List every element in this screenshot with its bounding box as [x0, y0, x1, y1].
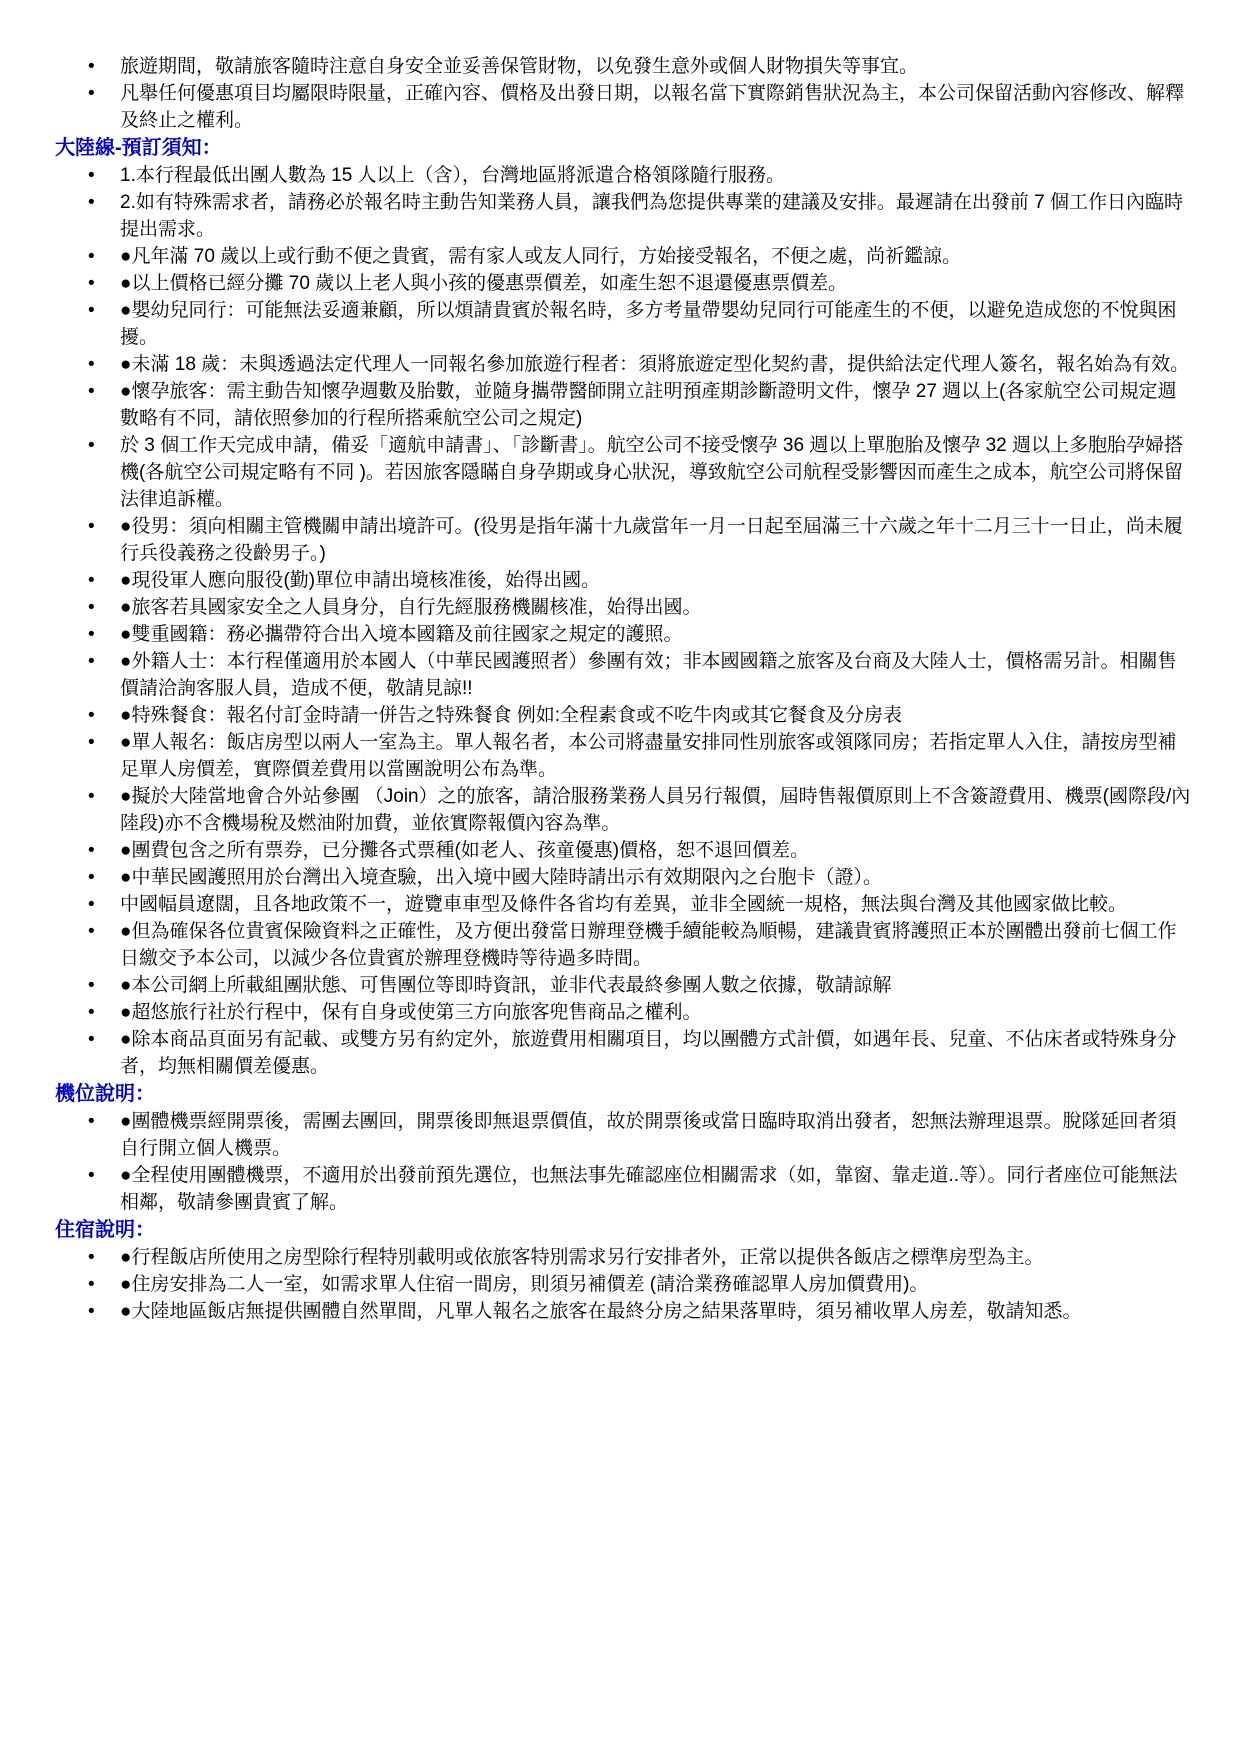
notice-list-item: • ●懷孕旅客：需主動告知懷孕週數及胎數，並隨身攜帶醫師開立註明預產期診斷證明文件，懷孕 27 週以上(各家航空公司規定週數略有不同，請依照參加的行程所搭乘航空公司之規定) [55, 378, 1193, 432]
section-header-flight-seat-info: 機位說明： [55, 1083, 155, 1105]
notice-list-item: • 2.如有特殊需求者，請務必於報名時主動告知業務人員，讓我們為您提供專業的建議及安排。最遲請在出發前 7 個工作日內臨時提出需求。 [55, 189, 1193, 243]
notice-list-item: • ●凡年滿 70 歲以上或行動不便之貴賓，需有家人或友人同行，方始接受報名，不便之處，尚祈鑑諒。 [55, 243, 1193, 270]
notice-list-item: • ●團體機票經開票後，需團去團回，開票後即無退票價值，故於開票後或當日臨時取消出發者，恕無法辦理退票。脫隊延回者須自行開立個人機票。 [55, 1108, 1193, 1162]
notice-list-item: • ●擬於大陸當地會合外站參團 （Join）之的旅客，請洽服務業務人員另行報價，屆時售報價原則上不含簽證費用、機票(國際段/內陸段)亦不含機場稅及燃油附加費，並依實際報價內容為準。 [55, 783, 1193, 837]
notice-list-item: • ●大陸地區飯店無提供團體自然單間，凡單人報名之旅客在最終分房之結果落單時，須另補收單人房差，敬請知悉。 [55, 1298, 1193, 1325]
notice-list-item: • ●現役軍人應向服役(勤)單位申請出境核准後，始得出國。 [55, 567, 1193, 594]
notice-list-item: • ●團費包含之所有票券，已分攤各式票種(如老人、孩童優惠)價格，恕不退回價差。 [55, 837, 1193, 864]
section-header-accommodation-info: 住宿說明： [55, 1219, 155, 1241]
notice-list-item: • ●全程使用團體機票，不適用於出發前預先選位，也無法事先確認座位相關需求（如，靠窗、靠走道..等）。同行者座位可能無法相鄰，敬請參團貴賓了解。 [55, 1162, 1193, 1216]
intro-notice-list [55, 53, 1193, 134]
notice-list-item: • ●以上價格已經分攤 70 歲以上老人與小孩的優惠票價差，如產生恕不退還優惠票價差。 [55, 270, 1193, 297]
notice-list-item: • 於 3 個工作天完成申請，備妥「適航申請書」、「診斷書」。航空公司不接受懷孕 36 週以上單胞胎及懷孕 32 週以上多胞胎孕婦搭機(各航空公司規定略有不同 )。若因旅客隱瞞自身孕期或身心狀況，導致航空公司航程受影響因而產生之成本，航空公司將保留法律追訴權。 [55, 432, 1193, 513]
notice-list-item: • ●但為確保各位貴賓保險資料之正確性，及方便出發當日辦理登機手續能較為順暢，建議貴賓將護照正本於團體出發前七個工作日繳交予本公司，以減少各位貴賓於辦理登機時等待過多時間。 [55, 918, 1193, 972]
notice-list-item: • 中國幅員遼闊，且各地政策不一，遊覽車車型及條件各省均有差異，並非全國統一規格，無法與台灣及其他國家做比較。 [55, 891, 1193, 918]
notice-list-item: • ●住房安排為二人一室，如需求單人住宿一間房，則須另補價差 (請洽業務確認單人房加價費用)。 [55, 1271, 1193, 1298]
notice-list-item: • ●嬰幼兒同行：可能無法妥適兼顧，所以煩請貴賓於報名時，多方考量帶嬰幼兒同行可能產生的不便，以避免造成您的不悅與困擾。 [55, 297, 1193, 351]
notice-list-item: • 旅遊期間，敬請旅客隨時注意自身安全並妥善保管財物，以免發生意外或個人財物損失等事宜。 [55, 53, 1193, 80]
notice-list-item: • ●未滿 18 歲：未與透過法定代理人一同報名參加旅遊行程者：須將旅遊定型化契約書，提供給法定代理人簽名，報名始為有效。 [55, 351, 1193, 378]
notice-list-item: • ●超悠旅行社於行程中，保有自身或使第三方向旅客兜售商品之權利。 [55, 999, 1193, 1026]
notice-list-item: • 凡舉任何優惠項目均屬限時限量，正確內容、價格及出發日期，以報名當下實際銷售狀況為主，本公司保留活動內容修改、解釋及終止之權利。 [55, 80, 1193, 134]
notice-list-item: • 1.本行程最低出團人數為 15 人以上（含），台灣地區將派遣合格領隊隨行服務。 [55, 162, 1193, 189]
section-header-mainland-booking-notice: 大陸線-預訂須知： [55, 137, 222, 159]
notice-list-item: • ●單人報名：飯店房型以兩人一室為主。單人報名者，本公司將盡量安排同性別旅客或領隊同房；若指定單人入住，請按房型補足單人房價差，實際價差費用以當團說明公布為準。 [55, 729, 1193, 783]
notice-list-item: • ●外籍人士：本行程僅適用於本國人（中華民國護照者）參團有效；非本國國籍之旅客及台商及大陸人士，價格需另計。相關售價請洽詢客服人員，造成不便，敬請見諒!! [55, 648, 1193, 702]
notice-list-item: • ●中華民國護照用於台灣出入境查驗，出入境中國大陸時請出示有效期限內之台胞卡（證）。 [55, 864, 1193, 891]
notice-list-item: • ●除本商品頁面另有記載、或雙方另有約定外，旅遊費用相關項目，均以團體方式計價，如遇年長、兒童、不佔床者或特殊身分者，均無相關價差優惠。 [55, 1026, 1193, 1080]
notice-list-item: • ●旅客若具國家安全之人員身分，自行先經服務機關核准，始得出國。 [55, 594, 1193, 621]
flight-seat-info-list [55, 1108, 1193, 1216]
notice-list-item: • ●役男：須向相關主管機關申請出境許可。(役男是指年滿十九歲當年一月一日起至屆滿三十六歲之年十二月三十一日止，尚未履行兵役義務之役齡男子。) [55, 513, 1193, 567]
notice-list-item: • ●特殊餐食：報名付訂金時請一併告之特殊餐食 例如:全程素食或不吃牛肉或其它餐食及分房表 [55, 702, 1193, 729]
notice-list-item: • ●行程飯店所使用之房型除行程特別載明或依旅客特別需求另行安排者外，正常以提供各飯店之標準房型為主。 [55, 1244, 1193, 1271]
notice-list-item: • ●雙重國籍：務必攜帶符合出入境本國籍及前往國家之規定的護照。 [55, 621, 1193, 648]
accommodation-info-list [55, 1244, 1193, 1325]
notice-list-item: • ●本公司網上所載組團狀態、可售團位等即時資訊，並非代表最終參團人數之依據，敬請諒解 [55, 972, 1193, 999]
mainland-booking-notice-list [55, 162, 1193, 1080]
